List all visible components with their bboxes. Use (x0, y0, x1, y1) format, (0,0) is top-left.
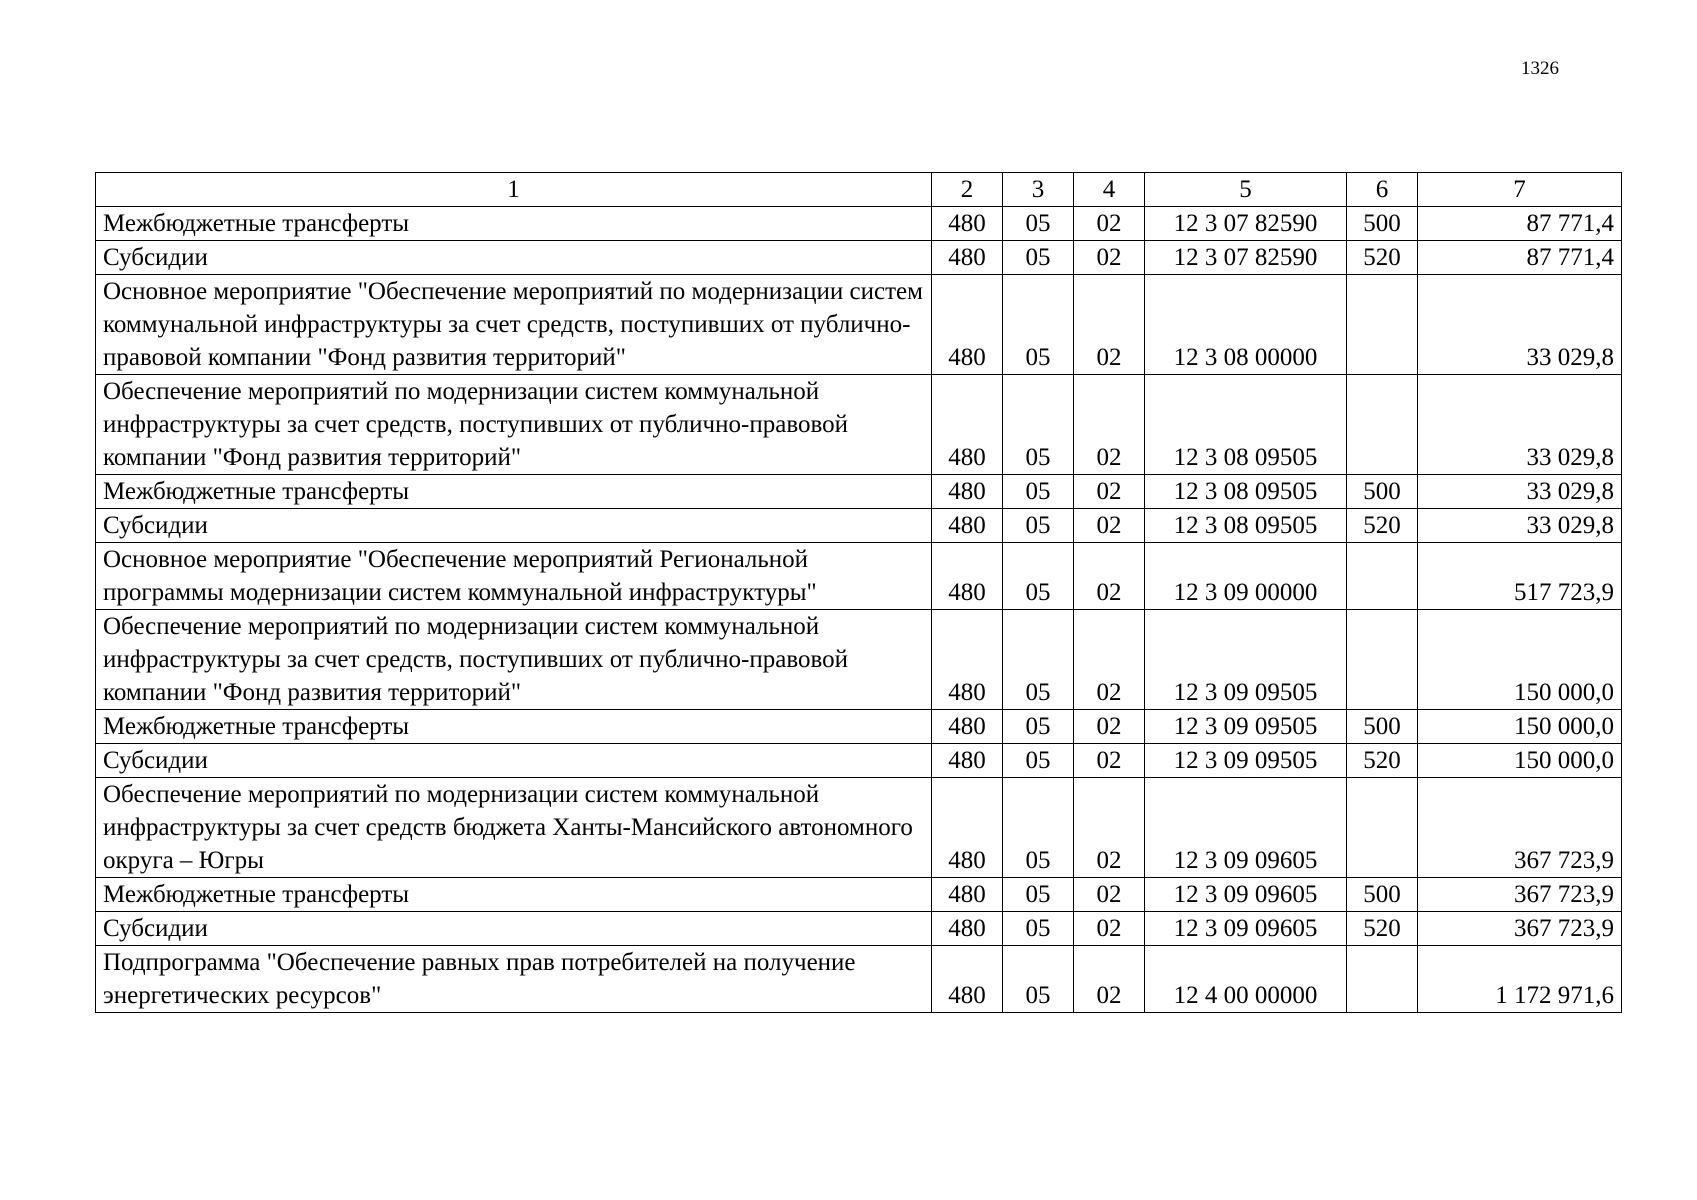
item-name-cell: Межбюджетные трансферты (96, 878, 932, 912)
item-name-cell: Межбюджетные трансферты (96, 475, 932, 509)
table-row (96, 744, 1622, 778)
amount-cell: 87 771,4 (1418, 241, 1622, 275)
subsection-code-cell: 02 (1074, 275, 1145, 375)
amount-cell: 517 723,9 (1418, 543, 1622, 610)
expense-type-cell: 500 (1347, 207, 1418, 241)
target-article-cell: 12 3 08 09505 (1145, 375, 1347, 475)
expense-type-cell: 520 (1347, 912, 1418, 946)
target-article-cell: 12 3 09 09505 (1145, 710, 1347, 744)
table-row (96, 509, 1622, 543)
amount-cell: 1 172 971,6 (1418, 946, 1622, 1013)
target-article-cell: 12 3 09 09605 (1145, 878, 1347, 912)
subsection-code-cell: 02 (1074, 744, 1145, 778)
item-name-cell: Подпрограмма "Обеспечение равных прав потребителей на получение энергетических ресурсов" (96, 946, 932, 1013)
table-row (96, 275, 1622, 375)
amount-cell: 33 029,8 (1418, 375, 1622, 475)
section-code-cell: 05 (1003, 912, 1074, 946)
subsection-code-cell: 02 (1074, 710, 1145, 744)
target-article-cell: 12 3 08 09505 (1145, 509, 1347, 543)
expense-type-cell: 500 (1347, 710, 1418, 744)
ministry-code-cell: 480 (932, 878, 1003, 912)
expense-type-cell: 520 (1347, 241, 1418, 275)
expense-type-cell (1347, 275, 1418, 375)
amount-cell: 87 771,4 (1418, 207, 1622, 241)
ministry-code-cell: 480 (932, 912, 1003, 946)
table-row (96, 207, 1622, 241)
ministry-code-cell: 480 (932, 241, 1003, 275)
subsection-code-cell: 02 (1074, 207, 1145, 241)
table-row (96, 946, 1622, 1013)
expense-type-cell: 520 (1347, 509, 1418, 543)
table-row (96, 610, 1622, 710)
amount-cell: 367 723,9 (1418, 778, 1622, 878)
amount-cell: 33 029,8 (1418, 275, 1622, 375)
column-header: 6 (1347, 173, 1418, 207)
amount-cell: 367 723,9 (1418, 912, 1622, 946)
ministry-code-cell: 480 (932, 375, 1003, 475)
item-name-cell: Основное мероприятие "Обеспечение мероприятий по модернизации систем коммунальной инфраструктуры за счет средств, поступивших от публично-правовой компании "Фонд развития территорий" (96, 275, 932, 375)
subsection-code-cell: 02 (1074, 878, 1145, 912)
column-header: 2 (932, 173, 1003, 207)
section-code-cell: 05 (1003, 509, 1074, 543)
ministry-code-cell: 480 (932, 744, 1003, 778)
section-code-cell: 05 (1003, 241, 1074, 275)
subsection-code-cell: 02 (1074, 475, 1145, 509)
table-row (96, 878, 1622, 912)
table-row (96, 375, 1622, 475)
section-code-cell: 05 (1003, 475, 1074, 509)
target-article-cell: 12 3 09 09505 (1145, 744, 1347, 778)
target-article-cell: 12 3 09 00000 (1145, 543, 1347, 610)
subsection-code-cell: 02 (1074, 375, 1145, 475)
table-row (96, 778, 1622, 878)
target-article-cell: 12 3 09 09505 (1145, 610, 1347, 710)
section-code-cell: 05 (1003, 610, 1074, 710)
expense-type-cell: 520 (1347, 744, 1418, 778)
ministry-code-cell: 480 (932, 710, 1003, 744)
column-header: 7 (1418, 173, 1622, 207)
item-name-cell: Субсидии (96, 241, 932, 275)
section-code-cell: 05 (1003, 207, 1074, 241)
section-code-cell: 05 (1003, 275, 1074, 375)
target-article-cell: 12 3 08 00000 (1145, 275, 1347, 375)
amount-cell: 33 029,8 (1418, 475, 1622, 509)
section-code-cell: 05 (1003, 543, 1074, 610)
target-article-cell: 12 3 07 82590 (1145, 241, 1347, 275)
target-article-cell: 12 4 00 00000 (1145, 946, 1347, 1013)
item-name-cell: Основное мероприятие "Обеспечение мероприятий Региональной программы модернизации систем коммунальной инфраструктуры" (96, 543, 932, 610)
ministry-code-cell: 480 (932, 475, 1003, 509)
expense-type-cell (1347, 375, 1418, 475)
table-row (96, 475, 1622, 509)
table-row (96, 543, 1622, 610)
ministry-code-cell: 480 (932, 946, 1003, 1013)
column-header: 1 (96, 173, 932, 207)
ministry-code-cell: 480 (932, 543, 1003, 610)
subsection-code-cell: 02 (1074, 778, 1145, 878)
item-name-cell: Обеспечение мероприятий по модернизации систем коммунальной инфраструктуры за счет средств бюджета Ханты-Мансийского автономного округа – Югры (96, 778, 932, 878)
item-name-cell: Обеспечение мероприятий по модернизации систем коммунальной инфраструктуры за счет средств, поступивших от публично-правовой компании "Фонд развития территорий" (96, 375, 932, 475)
column-header: 4 (1074, 173, 1145, 207)
expense-type-cell: 500 (1347, 475, 1418, 509)
item-name-cell: Субсидии (96, 509, 932, 543)
expense-type-cell (1347, 610, 1418, 710)
ministry-code-cell: 480 (932, 610, 1003, 710)
expense-type-cell: 500 (1347, 878, 1418, 912)
section-code-cell: 05 (1003, 744, 1074, 778)
subsection-code-cell: 02 (1074, 241, 1145, 275)
column-header: 3 (1003, 173, 1074, 207)
target-article-cell: 12 3 09 09605 (1145, 778, 1347, 878)
ministry-code-cell: 480 (932, 509, 1003, 543)
subsection-code-cell: 02 (1074, 610, 1145, 710)
subsection-code-cell: 02 (1074, 946, 1145, 1013)
item-name-cell: Субсидии (96, 912, 932, 946)
section-code-cell: 05 (1003, 710, 1074, 744)
expense-type-cell (1347, 543, 1418, 610)
budget-table (95, 172, 1622, 1013)
table-row (96, 241, 1622, 275)
subsection-code-cell: 02 (1074, 509, 1145, 543)
ministry-code-cell: 480 (932, 778, 1003, 878)
subsection-code-cell: 02 (1074, 912, 1145, 946)
ministry-code-cell: 480 (932, 207, 1003, 241)
amount-cell: 367 723,9 (1418, 878, 1622, 912)
amount-cell: 150 000,0 (1418, 710, 1622, 744)
target-article-cell: 12 3 08 09505 (1145, 475, 1347, 509)
table-row (96, 710, 1622, 744)
expense-type-cell (1347, 778, 1418, 878)
expense-type-cell (1347, 946, 1418, 1013)
section-code-cell: 05 (1003, 946, 1074, 1013)
section-code-cell: 05 (1003, 878, 1074, 912)
target-article-cell: 12 3 07 82590 (1145, 207, 1347, 241)
page-number: 1326 (1521, 58, 1559, 79)
ministry-code-cell: 480 (932, 275, 1003, 375)
item-name-cell: Межбюджетные трансферты (96, 710, 932, 744)
amount-cell: 150 000,0 (1418, 610, 1622, 710)
item-name-cell: Межбюджетные трансферты (96, 207, 932, 241)
column-header: 5 (1145, 173, 1347, 207)
table-header-row (96, 173, 1622, 207)
table-row (96, 912, 1622, 946)
item-name-cell: Субсидии (96, 744, 932, 778)
target-article-cell: 12 3 09 09605 (1145, 912, 1347, 946)
amount-cell: 33 029,8 (1418, 509, 1622, 543)
section-code-cell: 05 (1003, 778, 1074, 878)
amount-cell: 150 000,0 (1418, 744, 1622, 778)
subsection-code-cell: 02 (1074, 543, 1145, 610)
section-code-cell: 05 (1003, 375, 1074, 475)
item-name-cell: Обеспечение мероприятий по модернизации систем коммунальной инфраструктуры за счет средств, поступивших от публично-правовой компании "Фонд развития территорий" (96, 610, 932, 710)
